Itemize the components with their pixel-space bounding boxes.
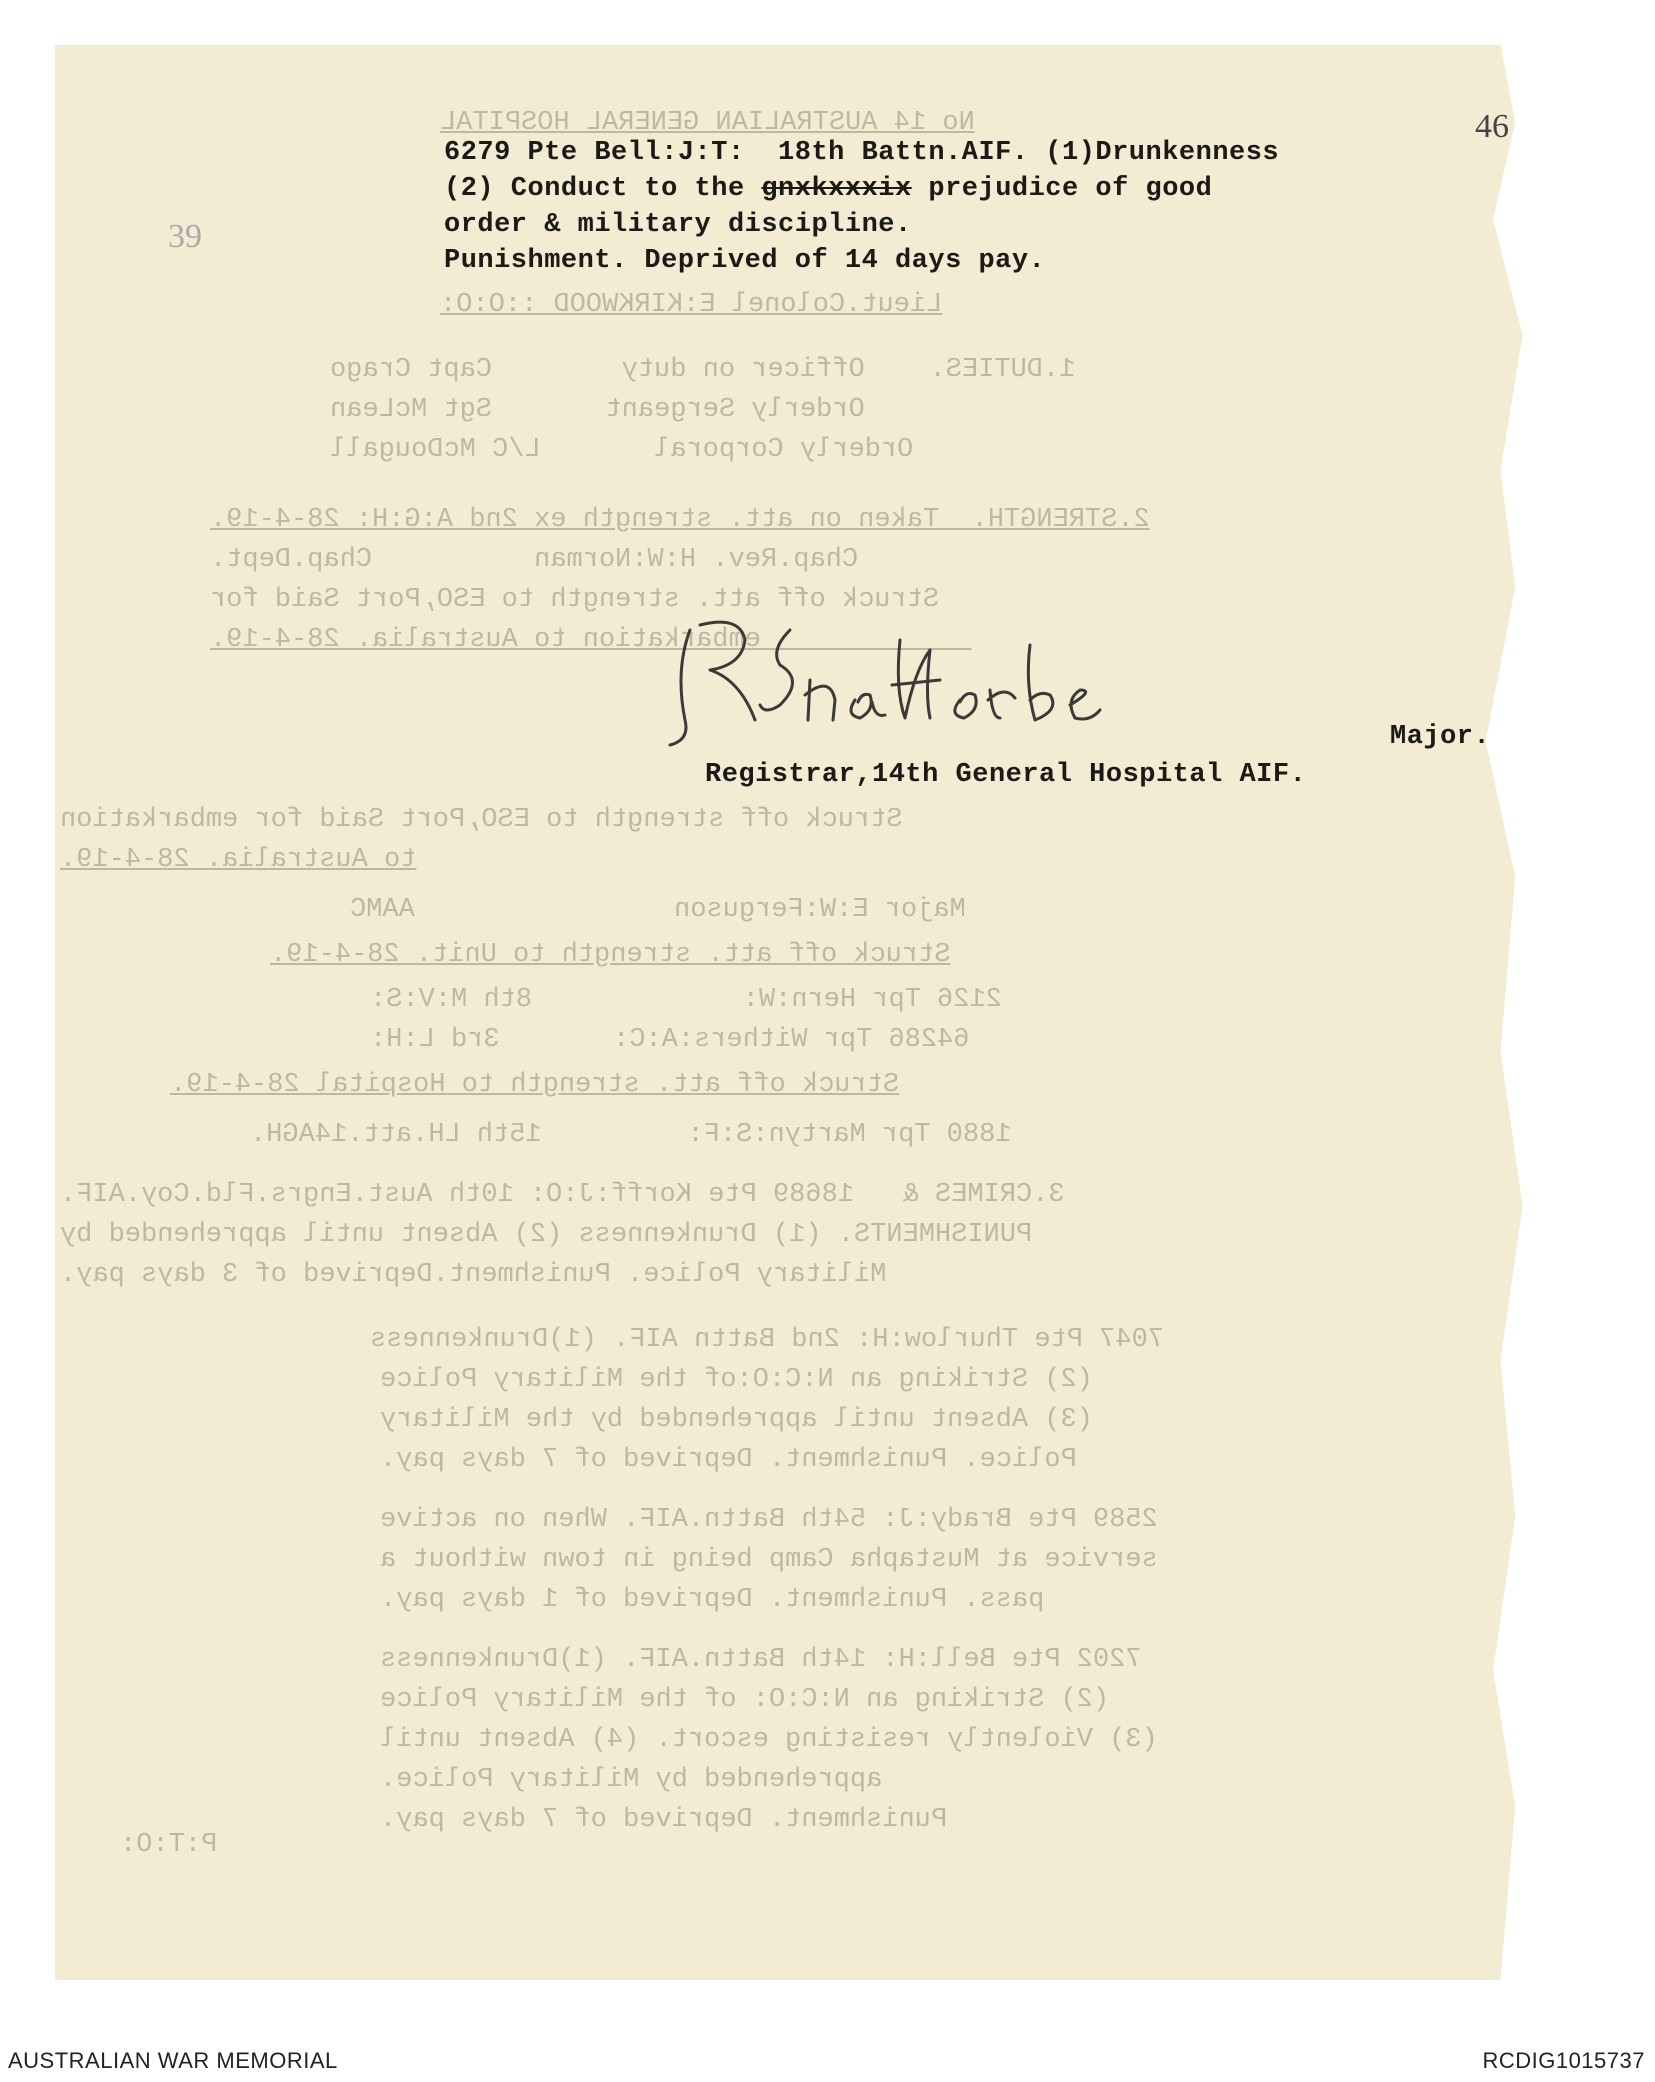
- bleed-line: Orderly Sergeant Sgt McLean: [330, 395, 1076, 425]
- bleed-line: Chap.Rev. H:W:Norman Chap.Dept.: [210, 545, 1069, 575]
- bleed-line: Struck off strength to ESO,Port Said for embarkation: [60, 805, 903, 835]
- bleed-line: 3.CRIMES & 18689 Pte Korff:J:O: 10th Aust.Engrs.Fld.Coy.AIF.: [60, 1180, 1065, 1210]
- entry-line-1: 6279 Pte Bell:J:T: 18th Battn.AIF. (1)Drunkenness: [444, 138, 1280, 168]
- bleed-line: 2.STRENGTH. Taken on att. strength ex 2nd A:G:H: 28-4-19.: [210, 505, 1150, 535]
- entry-line-2: [444, 170, 1212, 208]
- bleed-line: PUNISHMENTS. (1) Drunkenness (2) Absent until apprehended by: [60, 1220, 1033, 1250]
- bleed-line: Struck off att. strength to Hospital 28-4-19.: [170, 1070, 900, 1100]
- signature-role: Registrar,14th General Hospital AIF.: [705, 760, 1307, 790]
- bleed-line: Lieut.Colonel E:KIRKWOOD ::O:O:: [440, 290, 943, 320]
- bleed-line: Police. Punishment. Deprived of 7 days pay.: [380, 1445, 1077, 1475]
- bleed-header: No 14 AUSTRALIAN GENERAL HOSPITAL: [440, 108, 975, 138]
- bleed-line: apprehended by Military Police.: [380, 1765, 883, 1795]
- bleed-line: Punishment. Deprived of 7 days pay.: [380, 1805, 948, 1835]
- signature-title: Major.: [1390, 722, 1491, 752]
- faint-folio-number: 39: [168, 218, 202, 255]
- bleed-line: (2) Striking an N:C:O:of the Military Police: [380, 1365, 1093, 1395]
- bleed-line: pass. Punishment. Deprived of 1 days pay.: [380, 1585, 1045, 1615]
- bleed-line: (2) Striking an N:C:O: of the Military Police: [380, 1685, 1110, 1715]
- bleed-line: 7047 Pte Thurlow:H: 2nd Battn AIF. (1)Drunkenness: [370, 1325, 1164, 1355]
- bleed-line: Orderly Corporal L/C McDougall: [330, 435, 1124, 465]
- bleed-line: Struck off att. strength to Unit. 28-4-19.: [270, 940, 951, 970]
- entry-line-2-head: (2) Conduct to the: [444, 174, 762, 204]
- handwritten-signature: [630, 610, 1330, 760]
- struck-text: gnxkxxxix: [761, 174, 912, 204]
- bleed-line: 64286 Tpr Withers:A:C: 3rd L:H:: [370, 1025, 970, 1055]
- bleed-line: P:T:O:: [120, 1830, 218, 1860]
- footer-reference-id: RCDIG1015737: [1482, 2048, 1645, 2073]
- bleed-line: service at Mustapha Camp being in town without a: [380, 1545, 1158, 1575]
- entry-line-3: order & military discipline.: [444, 210, 912, 240]
- bleed-line: embarkation to Australia. 28-4-19.: [210, 625, 972, 655]
- bleed-line: 7202 Pte Bell:H: 14th Battn.AIF. (1)Drunkenness: [380, 1645, 1142, 1675]
- bleed-line: 2589 Pte Brady:J: 54th Battn.AIF. When on active: [380, 1505, 1158, 1535]
- footer-archive-label: AUSTRALIAN WAR MEMORIAL: [8, 2048, 338, 2073]
- bleed-line: 2126 Tpr Hern:W: 8th M:V:S:: [370, 985, 1002, 1015]
- entry-line-2-tail: prejudice of good: [911, 174, 1213, 204]
- folio-number: 46: [1475, 108, 1509, 145]
- bleed-line: Major E:W:Ferguson AAMC: [350, 895, 966, 925]
- bleed-line: 1880 Tpr Martyn:S:F: 15th LH.att.14AGH.: [250, 1120, 1012, 1150]
- entry-line-4: Punishment. Deprived of 14 days pay.: [444, 246, 1046, 276]
- bleed-line: Military Police. Punishment.Deprived of 3 days pay.: [60, 1260, 1097, 1290]
- bleed-line: to Australia. 28-4-19.: [60, 845, 417, 875]
- bleed-line: Struck off att. strength to ESO,Port Said for: [210, 585, 1150, 615]
- bleed-line: 1.DUTIES. Officer on duty Capt Crago: [330, 355, 1076, 385]
- bleed-line: (3) Absent until apprehended by the Military: [380, 1405, 1093, 1435]
- bleed-line: (3) Violently resisting escort. (4) Absent until: [380, 1725, 1158, 1755]
